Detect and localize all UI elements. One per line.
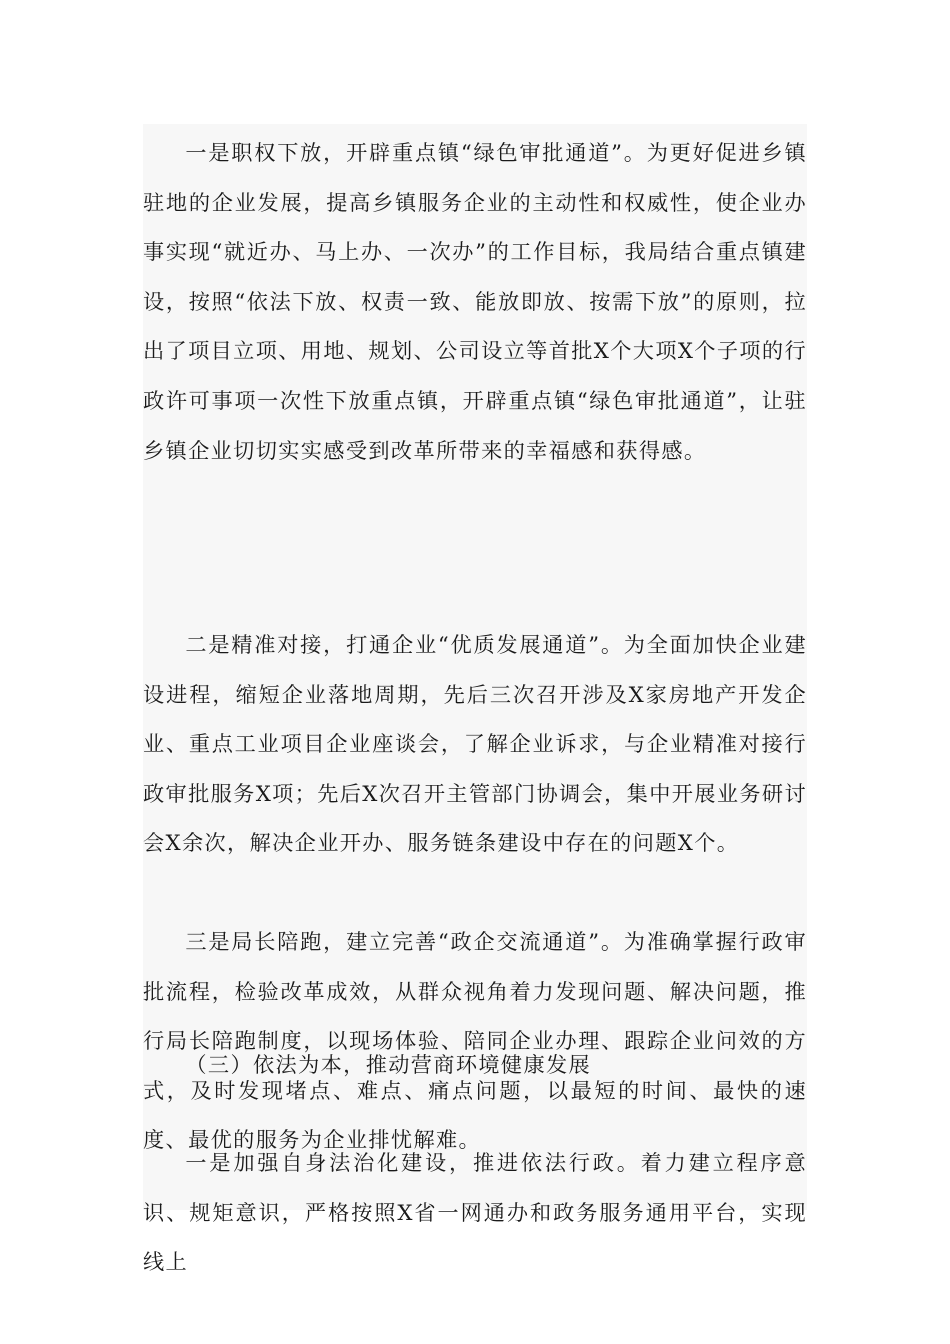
document-body [143, 124, 807, 1275]
paragraph-4: 一是加强自身法治化建设，推进依法行政。着力建立程序意识、规矩意识，严格按照X省一网通办和政务服务通用平台，实现线上 [143, 1150, 807, 1275]
paragraph-1: 一是职权下放，开辟重点镇“绿色审批通道”。为更好促进乡镇驻地的企业发展，提高乡镇服务企业的主动性和权威性，使企业办事实现“就近办、马上办、一次办”的工作目标，我局结合重点镇建设，按照“依法下放、权责一致、能放即放、按需下放”的原则，拉出了项目立项、用地、规划、公司设立等首批X个大项X个子项的行政许可事项一次性下放重点镇，开辟重点镇“绿色审批通道”，让驻乡镇企业切切实实感受到改革所带来的幸福感和获得感。 [143, 140, 807, 463]
paragraph-3: 三是局长陪跑，建立完善“政企交流通道”。为准确掌握行政审批流程，检验改革成效，从群众视角着力发现问题、解决问题，推行局长陪跑制度，以现场体验、陪同企业办理、跟踪企业问效的方式，及时发现堵点、难点、痛点问题，以最短的时间、最快的速度、最优的服务为企业排忧解难。 [143, 929, 807, 1153]
section-heading: （三）依法为本，推动营商环境健康发展 [185, 1052, 592, 1077]
paragraph-2: 二是精准对接，打通企业“优质发展通道”。为全面加快企业建设进程，缩短企业落地周期，先后三次召开涉及X家房地产开发企业、重点工业项目企业座谈会，了解企业诉求，与企业精准对接行政审批服务X项；先后X次召开主管部门协调会，集中开展业务研讨会X余次，解决企业开办、服务链条建设中存在的问题X个。 [143, 632, 807, 856]
